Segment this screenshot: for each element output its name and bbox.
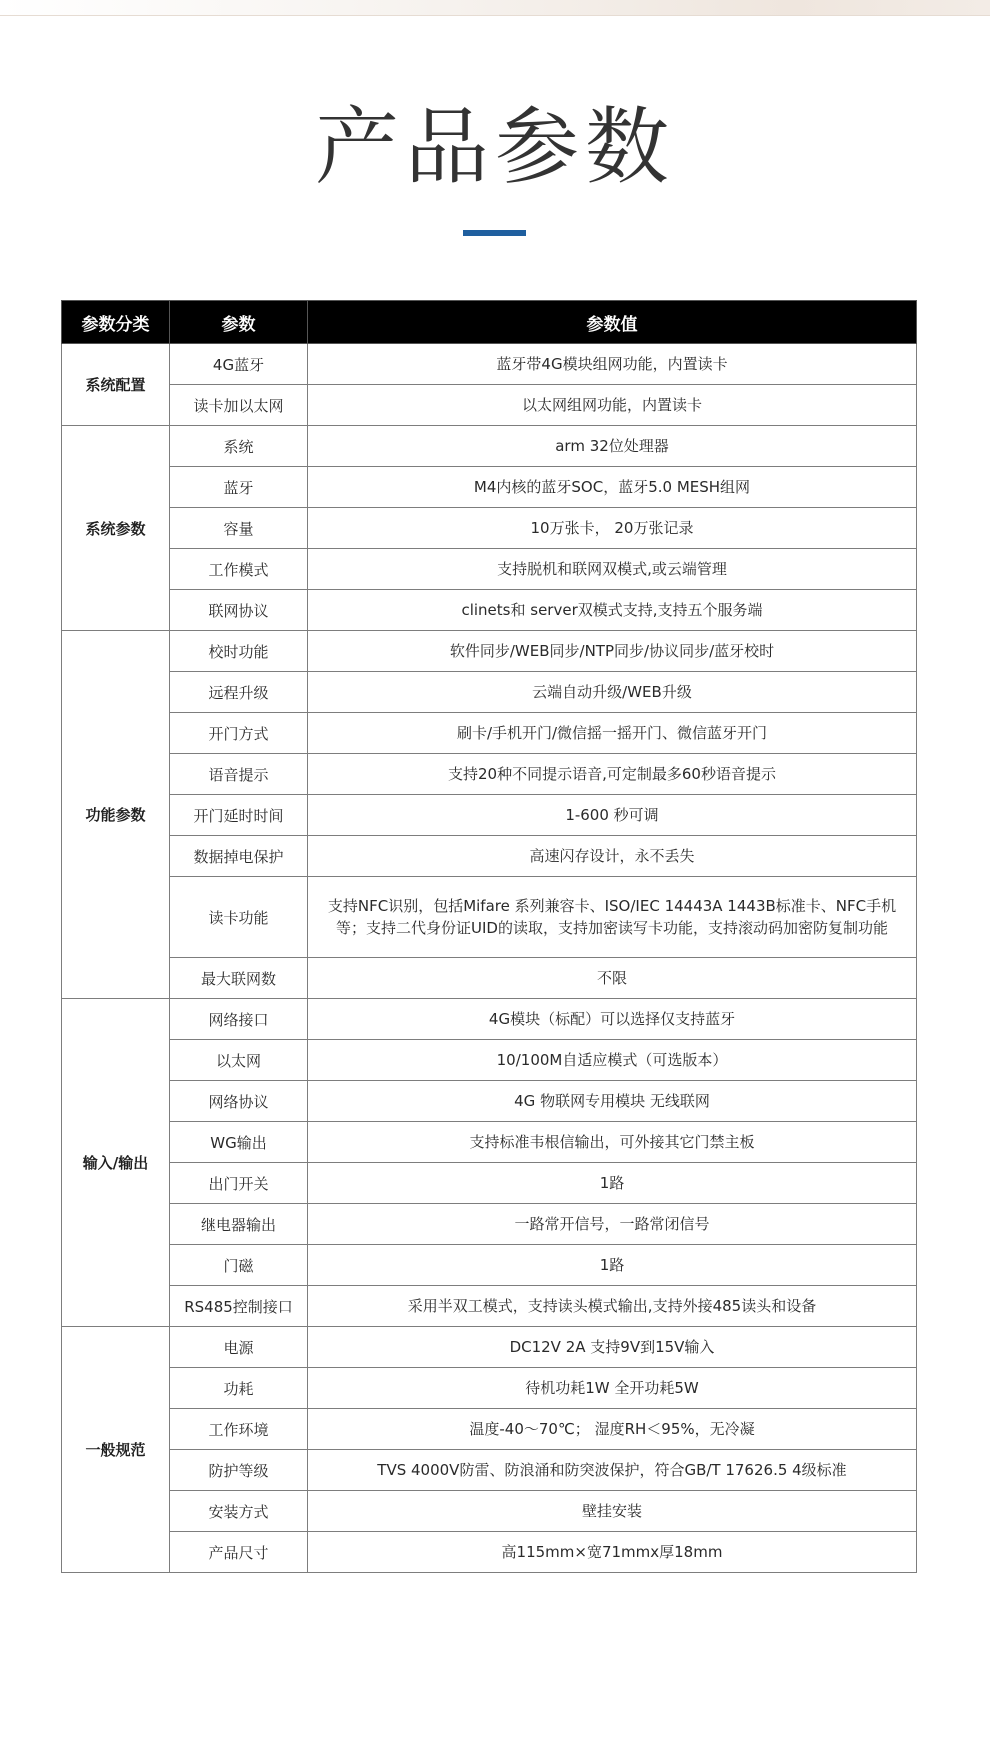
param-cell: 网络接口: [170, 999, 308, 1040]
param-cell: 工作环境: [170, 1409, 308, 1450]
param-cell: 开门延时时间: [170, 795, 308, 836]
spec-table-header: [62, 301, 917, 344]
value-cell: 一路常开信号，一路常闭信号: [308, 1204, 917, 1245]
table-row: [62, 426, 917, 467]
param-cell: 工作模式: [170, 549, 308, 590]
param-cell: 4G蓝牙: [170, 344, 308, 385]
param-cell: RS485控制接口: [170, 1286, 308, 1327]
table-row: [62, 1245, 917, 1286]
table-row: [62, 508, 917, 549]
value-cell: 支持脱机和联网双模式,或云端管理: [308, 549, 917, 590]
table-row: [62, 999, 917, 1040]
table-row: [62, 1491, 917, 1532]
table-row: [62, 385, 917, 426]
param-cell: 开门方式: [170, 713, 308, 754]
table-row: [62, 1040, 917, 1081]
param-cell: 以太网: [170, 1040, 308, 1081]
value-cell: 以太网组网功能，内置读卡: [308, 385, 917, 426]
table-row: [62, 1327, 917, 1368]
table-row: [62, 1122, 917, 1163]
value-cell: M4内核的蓝牙SOC，蓝牙5.0 MESH组网: [308, 467, 917, 508]
table-row: [62, 1081, 917, 1122]
param-cell: 网络协议: [170, 1081, 308, 1122]
page-title: 产品参数: [314, 98, 675, 196]
value-cell: 温度-40～70℃； 湿度RH＜95%，无冷凝: [308, 1409, 917, 1450]
table-row: [62, 713, 917, 754]
header-value: 参数值: [308, 301, 917, 344]
param-cell: 功耗: [170, 1368, 308, 1409]
value-cell: 1路: [308, 1245, 917, 1286]
param-cell: 读卡加以太网: [170, 385, 308, 426]
param-cell: 产品尺寸: [170, 1532, 308, 1573]
category-cell: 功能参数: [62, 631, 170, 999]
spec-table: [61, 300, 917, 1573]
category-cell: 系统配置: [62, 344, 170, 426]
param-cell: 容量: [170, 508, 308, 549]
value-cell: DC12V 2A 支持9V到15V输入: [308, 1327, 917, 1368]
header-parameter: 参数: [170, 301, 308, 344]
value-cell: 支持20种不同提示语音,可定制最多60秒语音提示: [308, 754, 917, 795]
param-cell: 最大联网数: [170, 958, 308, 999]
table-row: [62, 549, 917, 590]
value-cell: 高115mm×宽71mmx厚18mm: [308, 1532, 917, 1573]
param-cell: WG输出: [170, 1122, 308, 1163]
table-row: [62, 1532, 917, 1573]
table-row: [62, 672, 917, 713]
value-cell: 蓝牙带4G模块组网功能，内置读卡: [308, 344, 917, 385]
value-cell: 高速闪存设计，永不丢失: [308, 836, 917, 877]
table-row: [62, 877, 917, 958]
value-cell: 10万张卡， 20万张记录: [308, 508, 917, 549]
table-row: [62, 1409, 917, 1450]
value-cell: 支持NFC识别，包括Mifare 系列兼容卡、ISO/IEC 14443A 1443B标准卡、NFC手机等；支持二代身份证UID的读取，支持加密读写卡功能，支持滚动码加密防复制功能: [308, 877, 917, 958]
value-cell: 1路: [308, 1163, 917, 1204]
param-cell: 远程升级: [170, 672, 308, 713]
value-cell: TVS 4000V防雷、防浪涌和防突波保护，符合GB/T 17626.5 4级标准: [308, 1450, 917, 1491]
param-cell: 门磁: [170, 1245, 308, 1286]
param-cell: 安装方式: [170, 1491, 308, 1532]
table-row: [62, 1368, 917, 1409]
value-cell: 不限: [308, 958, 917, 999]
value-cell: clinets和 server双模式支持,支持五个服务端: [308, 590, 917, 631]
param-cell: 语音提示: [170, 754, 308, 795]
param-cell: 继电器输出: [170, 1204, 308, 1245]
top-decorative-band: [0, 0, 990, 16]
value-cell: 云端自动升级/WEB升级: [308, 672, 917, 713]
value-cell: 4G 物联网专用模块 无线联网: [308, 1081, 917, 1122]
param-cell: 校时功能: [170, 631, 308, 672]
table-row: [62, 754, 917, 795]
param-cell: 读卡功能: [170, 877, 308, 958]
value-cell: 采用半双工模式，支持读头模式输出,支持外接485读头和设备: [308, 1286, 917, 1327]
table-row: [62, 590, 917, 631]
value-cell: 10/100M自适应模式（可选版本）: [308, 1040, 917, 1081]
table-row: [62, 467, 917, 508]
title-underline: [463, 230, 526, 236]
value-cell: 1-600 秒可调: [308, 795, 917, 836]
table-row: [62, 1450, 917, 1491]
table-row: [62, 344, 917, 385]
table-row: [62, 1163, 917, 1204]
param-cell: 电源: [170, 1327, 308, 1368]
param-cell: 系统: [170, 426, 308, 467]
category-cell: 系统参数: [62, 426, 170, 631]
param-cell: 防护等级: [170, 1450, 308, 1491]
param-cell: 联网协议: [170, 590, 308, 631]
value-cell: 壁挂安装: [308, 1491, 917, 1532]
param-cell: 出门开关: [170, 1163, 308, 1204]
value-cell: 软件同步/WEB同步/NTP同步/协议同步/蓝牙校时: [308, 631, 917, 672]
table-row: [62, 631, 917, 672]
value-cell: arm 32位处理器: [308, 426, 917, 467]
value-cell: 待机功耗1W 全开功耗5W: [308, 1368, 917, 1409]
table-row: [62, 1204, 917, 1245]
value-cell: 刷卡/手机开门/微信摇一摇开门、微信蓝牙开门: [308, 713, 917, 754]
table-row: [62, 958, 917, 999]
param-cell: 数据掉电保护: [170, 836, 308, 877]
header-category: 参数分类: [62, 301, 170, 344]
table-row: [62, 836, 917, 877]
table-row: [62, 795, 917, 836]
value-cell: 4G模块（标配）可以选择仅支持蓝牙: [308, 999, 917, 1040]
param-cell: 蓝牙: [170, 467, 308, 508]
category-cell: 输入/输出: [62, 999, 170, 1327]
header-row: [62, 301, 917, 344]
value-cell: 支持标准韦根信输出，可外接其它门禁主板: [308, 1122, 917, 1163]
category-cell: 一般规范: [62, 1327, 170, 1573]
table-row: [62, 1286, 917, 1327]
